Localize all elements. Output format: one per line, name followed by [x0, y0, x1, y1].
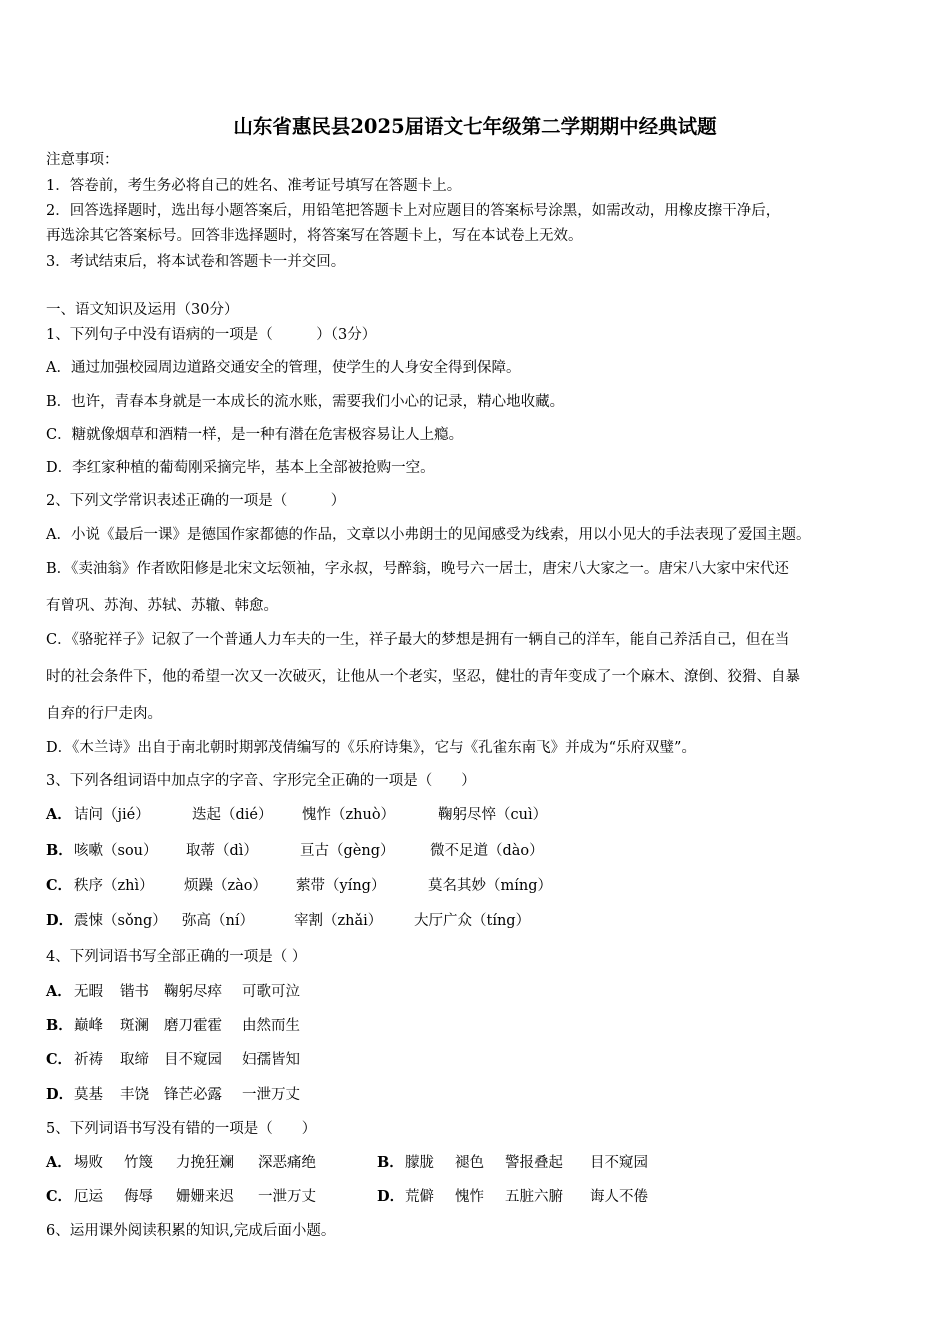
term: 震悚（sǒng）	[74, 913, 167, 929]
term: 锴书	[120, 984, 149, 1000]
term: 丰饶	[120, 1087, 149, 1103]
term: 莫基	[74, 1087, 103, 1103]
term: 侮辱	[124, 1189, 153, 1205]
option-label: D．	[46, 1086, 74, 1103]
term: 微不足道（dào）	[430, 843, 544, 859]
term: 由然而生	[242, 1018, 300, 1034]
term: 妇孺皆知	[242, 1052, 300, 1068]
question-2-option-c-cont: 时的社会条件下，他的希望一次又一次破灭，让他从一个老实，坚忍，健壮的青年变成了一个麻木、潦倒、狡猾、自暴	[46, 669, 800, 685]
term: 锋芒必露	[164, 1087, 222, 1103]
option-label: B．	[46, 842, 73, 859]
term: 警报叠起	[505, 1155, 563, 1171]
notice-item: 再选涂其它答案标号。回答非选择题时，将答案写在答题卡上，写在本试卷上无效。	[46, 228, 583, 244]
term: 埸败	[74, 1155, 103, 1171]
question-1-option-c: C．糖就像烟草和酒精一样，是一种有潜在危害极容易让人上瘾。	[46, 427, 464, 443]
term: 烦躁（zào）	[184, 878, 268, 894]
option-label: C．	[46, 877, 73, 894]
question-2-option-b-cont: 有曾巩、苏洵、苏轼、苏辙、韩愈。	[46, 598, 278, 614]
option-label: A．	[46, 983, 72, 1000]
term: 可歌可泣	[242, 984, 300, 1000]
term: 五脏六腑	[505, 1189, 563, 1205]
term: 莫名其妙（míng）	[428, 878, 553, 894]
term: 姗姗来迟	[176, 1189, 234, 1205]
question-1-option-d: D．李红家种植的葡萄刚采摘完毕，基本上全部被抢购一空。	[46, 460, 435, 476]
question-1-option-b: B．也许，青春本身就是一本成长的流水账，需要我们小心的记录，精心地收藏。	[46, 394, 565, 410]
option-label: D．	[46, 912, 74, 929]
term: 竹篾	[124, 1155, 153, 1171]
question-3-stem: 3、下列各组词语中加点字的字音、字形完全正确的一项是（ ）	[46, 773, 476, 789]
option-label: D．	[377, 1188, 405, 1205]
question-1-option-a: A．通过加强校园周边道路交通安全的管理，使学生的人身安全得到保障。	[46, 360, 521, 376]
notice-item: 1．答卷前，考生务必将自己的姓名、准考证号填写在答题卡上。	[46, 178, 462, 194]
term: 亘古（gèng）	[300, 843, 395, 859]
option-label: C．	[46, 1051, 73, 1068]
term: 力挽狂斓	[176, 1155, 234, 1171]
term: 朦胧	[405, 1155, 434, 1171]
option-label: C．	[46, 1188, 73, 1205]
question-2-option-c-cont: 自弃的行尸走肉。	[46, 706, 162, 722]
term: 褪色	[455, 1155, 484, 1171]
term: 斑澜	[120, 1018, 149, 1034]
term: 祈祷	[74, 1052, 103, 1068]
term: 一泄万丈	[258, 1189, 316, 1205]
term: 鞠躬尽瘁	[164, 984, 222, 1000]
term: 宰割（zhǎi）	[294, 913, 383, 929]
term: 诲人不倦	[590, 1189, 648, 1205]
notice-heading: 注意事项：	[46, 152, 119, 168]
option-label: A．	[46, 806, 72, 823]
question-5-stem: 5、下列词语书写没有错的一项是（ ）	[46, 1121, 317, 1137]
term: 咳嗽（sou）	[74, 843, 158, 859]
term: 目不窥园	[590, 1155, 648, 1171]
question-4-stem: 4、下列词语书写全部正确的一项是（ ）	[46, 949, 307, 965]
term: 大厅广众（tíng）	[414, 913, 531, 929]
term: 弥高（ní）	[182, 913, 254, 929]
question-2-option-d: D．《木兰诗》出自于南北朝时期郭茂倩编写的《乐府诗集》，它与《孔雀东南飞》并成为“乐府双璧”。	[46, 740, 696, 756]
option-label: B．	[377, 1154, 404, 1171]
term: 荒僻	[405, 1189, 434, 1205]
question-1-stem: 1、下列句子中没有语病的一项是（ ）（3分）	[46, 327, 377, 343]
option-label: A．	[46, 1154, 72, 1171]
term: 取蒂（dì）	[186, 843, 258, 859]
term: 诘问（jié）	[74, 807, 150, 823]
option-label: B．	[46, 1017, 73, 1034]
question-2-stem: 2、下列文学常识表述正确的一项是（ ）	[46, 493, 346, 509]
question-2-option-c: C．《骆驼祥子》记叙了一个普通人力车夫的一生，祥子最大的梦想是拥有一辆自己的洋车，能自己养活自己，但在当	[46, 632, 790, 648]
term: 一泄万丈	[242, 1087, 300, 1103]
question-6-stem: 6、运用课外阅读积累的知识,完成后面小题。	[46, 1223, 336, 1239]
notice-item: 3．考试结束后，将本试卷和答题卡一并交回。	[46, 254, 346, 270]
term: 巅峰	[74, 1018, 103, 1034]
term: 萦带（yíng）	[296, 878, 386, 894]
term: 磨刀霍霍	[164, 1018, 222, 1034]
term: 厄运	[74, 1189, 103, 1205]
section-heading: 一、语文知识及运用（30分）	[46, 302, 239, 318]
notice-item: 2．回答选择题时，选出每小题答案后，用铅笔把答题卡上对应题目的答案标号涂黑，如需改动，用橡皮擦干净后，	[46, 203, 781, 219]
term: 迭起（dié）	[192, 807, 273, 823]
term: 愧怍（zhuò）	[302, 807, 396, 823]
term: 鞠躬尽悴（cuì）	[438, 807, 548, 823]
term: 无暇	[74, 984, 103, 1000]
term: 秩序（zhì）	[74, 878, 154, 894]
question-2-option-b: B．《卖油翁》作者欧阳修是北宋文坛领袖，字永叔，号醉翁，晚号六一居士，唐宋八大家之一。唐宋八大家中宋代还	[46, 561, 789, 577]
term: 愧怍	[455, 1189, 484, 1205]
exam-title: 山东省惠民县2025届语文七年级第二学期期中经典试题	[233, 115, 717, 138]
term: 取缔	[120, 1052, 149, 1068]
term: 深恶痛绝	[258, 1155, 316, 1171]
term: 目不窥园	[164, 1052, 222, 1068]
question-2-option-a: A．小说《最后一课》是德国作家都德的作品，文章以小弗朗士的见闻感受为线索，用以小见大的手法表现了爱国主题。	[46, 527, 811, 543]
